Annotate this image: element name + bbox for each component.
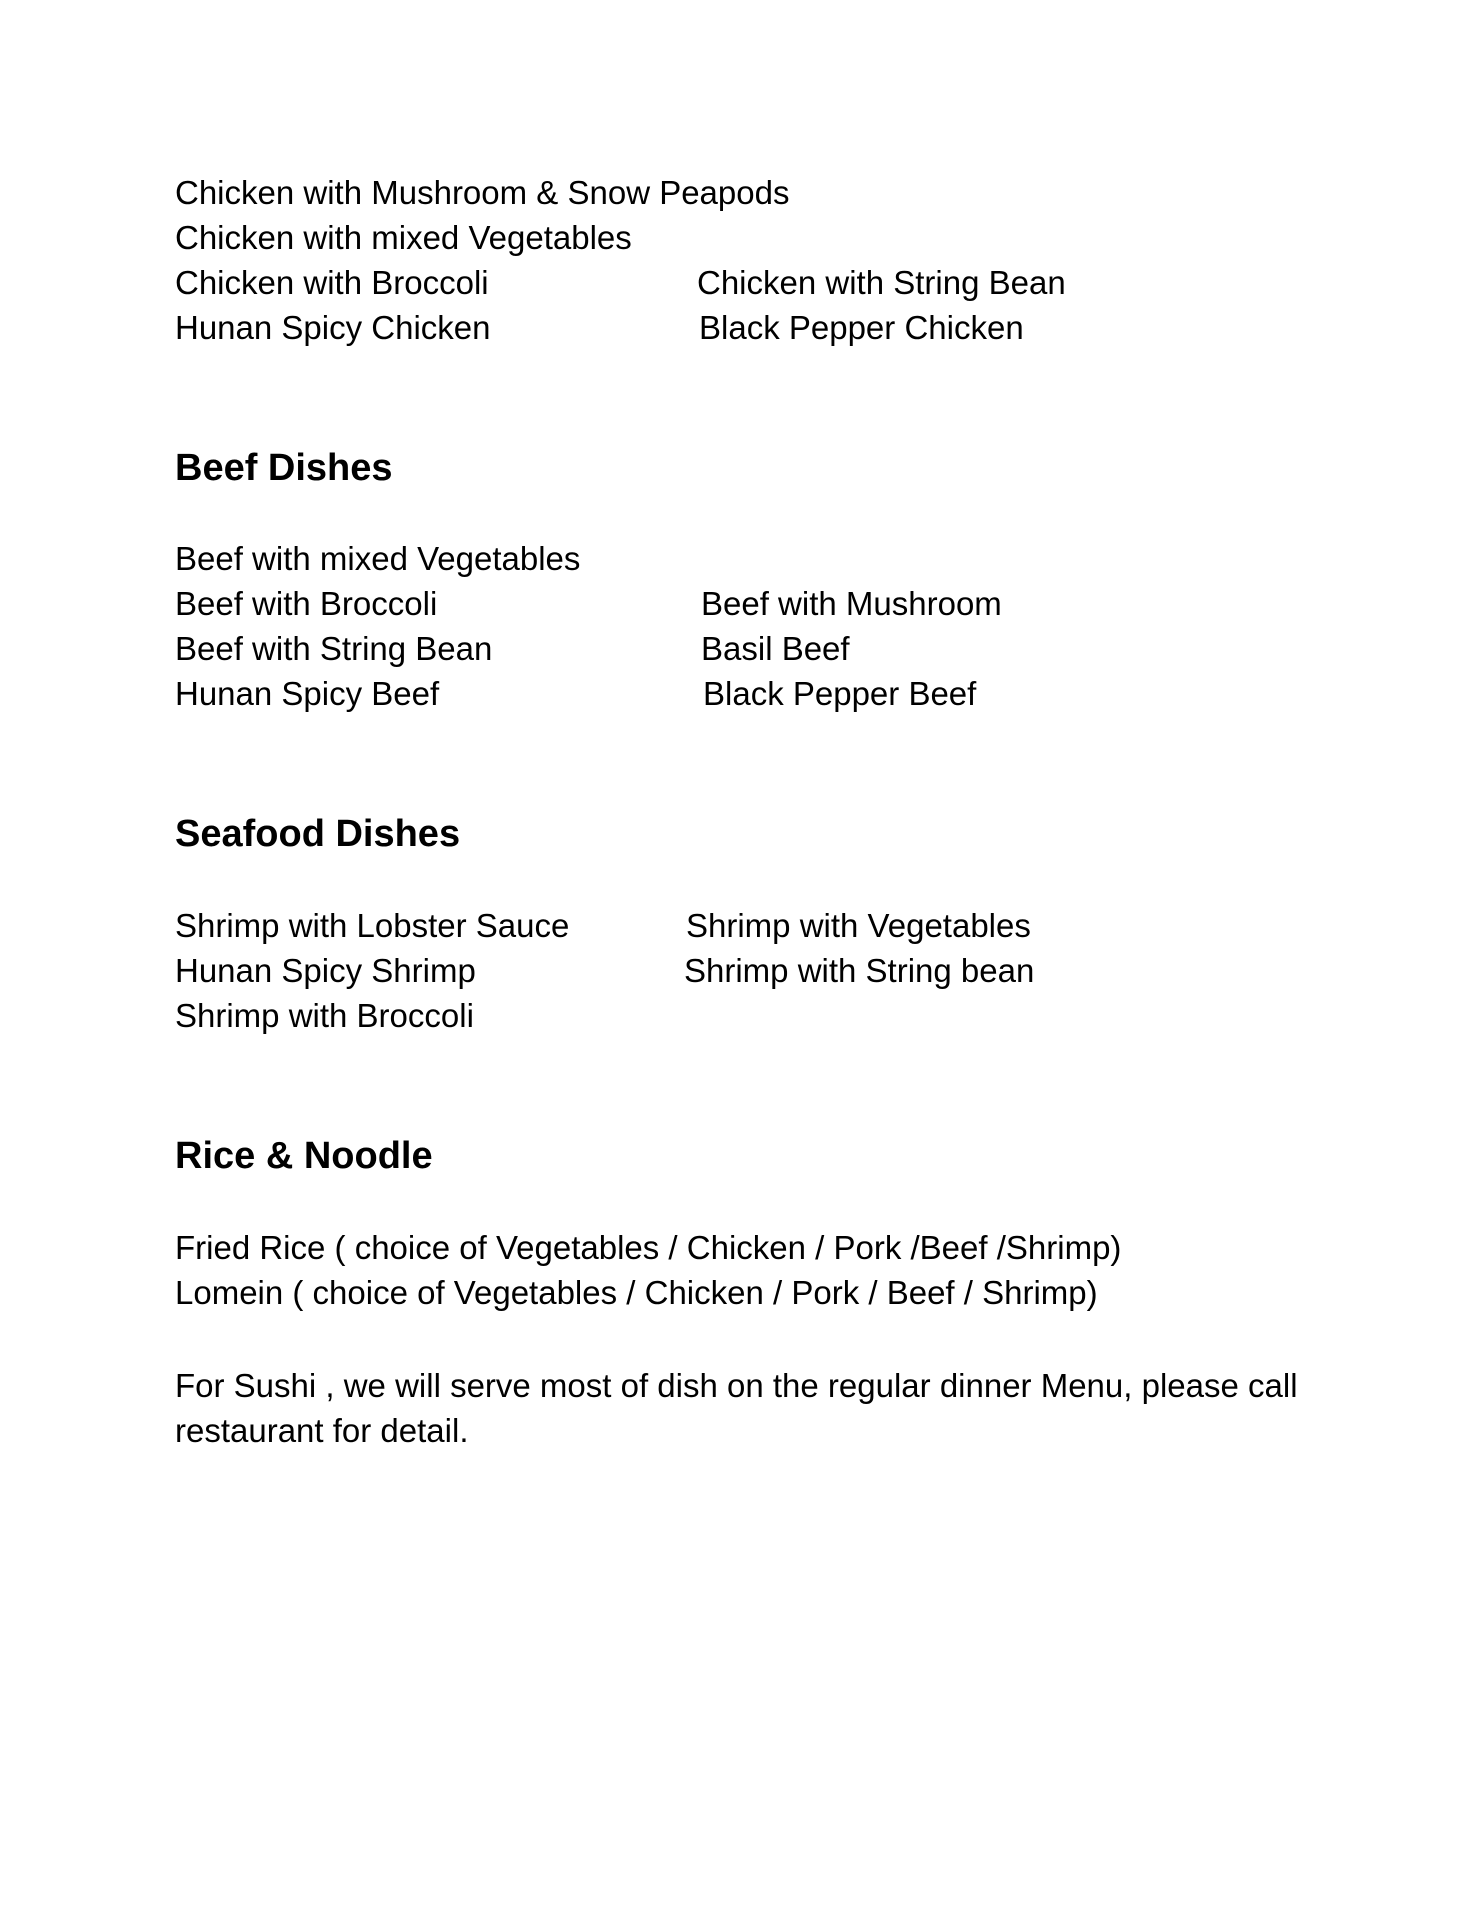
menu-item: Shrimp with String bean (684, 952, 1035, 989)
menu-item: Hunan Spicy Chicken (175, 309, 491, 346)
menu-item: Basil Beef (701, 630, 850, 667)
menu-item: Black Pepper Chicken (699, 309, 1024, 346)
section-heading-seafood: Seafood Dishes (175, 813, 461, 855)
menu-item: Black Pepper Beef (703, 675, 977, 712)
menu-item: Shrimp with Broccoli (175, 997, 474, 1034)
menu-item: Lomein ( choice of Vegetables / Chicken / Pork / Beef / Shrimp) (175, 1274, 1098, 1311)
menu-item: Beef with Broccoli (175, 585, 438, 622)
menu-item: Shrimp with Lobster Sauce (175, 907, 570, 944)
sushi-note: For Sushi , we will serve most of dish on the regular dinner Menu, please call restaurant for detail. (175, 1367, 1298, 1449)
menu-item: Chicken with String Bean (697, 264, 1066, 301)
menu-item: Beef with String Bean (175, 630, 493, 667)
section-heading-beef: Beef Dishes (175, 447, 393, 489)
menu-item: Shrimp with Vegetables (686, 907, 1031, 944)
menu-item: Chicken with mixed Vegetables (175, 219, 632, 256)
menu-item: Beef with mixed Vegetables (175, 540, 581, 577)
menu-item: Fried Rice ( choice of Vegetables / Chicken / Pork /Beef /Shrimp) (175, 1229, 1122, 1266)
menu-item: Chicken with Broccoli (175, 264, 489, 301)
section-heading-rice-noodle: Rice & Noodle (175, 1135, 433, 1177)
menu-item: Chicken with Mushroom & Snow Peapods (175, 174, 790, 211)
menu-item: Beef with Mushroom (701, 585, 1002, 622)
menu-item: Hunan Spicy Beef (175, 675, 440, 712)
menu-item: Hunan Spicy Shrimp (175, 952, 476, 989)
